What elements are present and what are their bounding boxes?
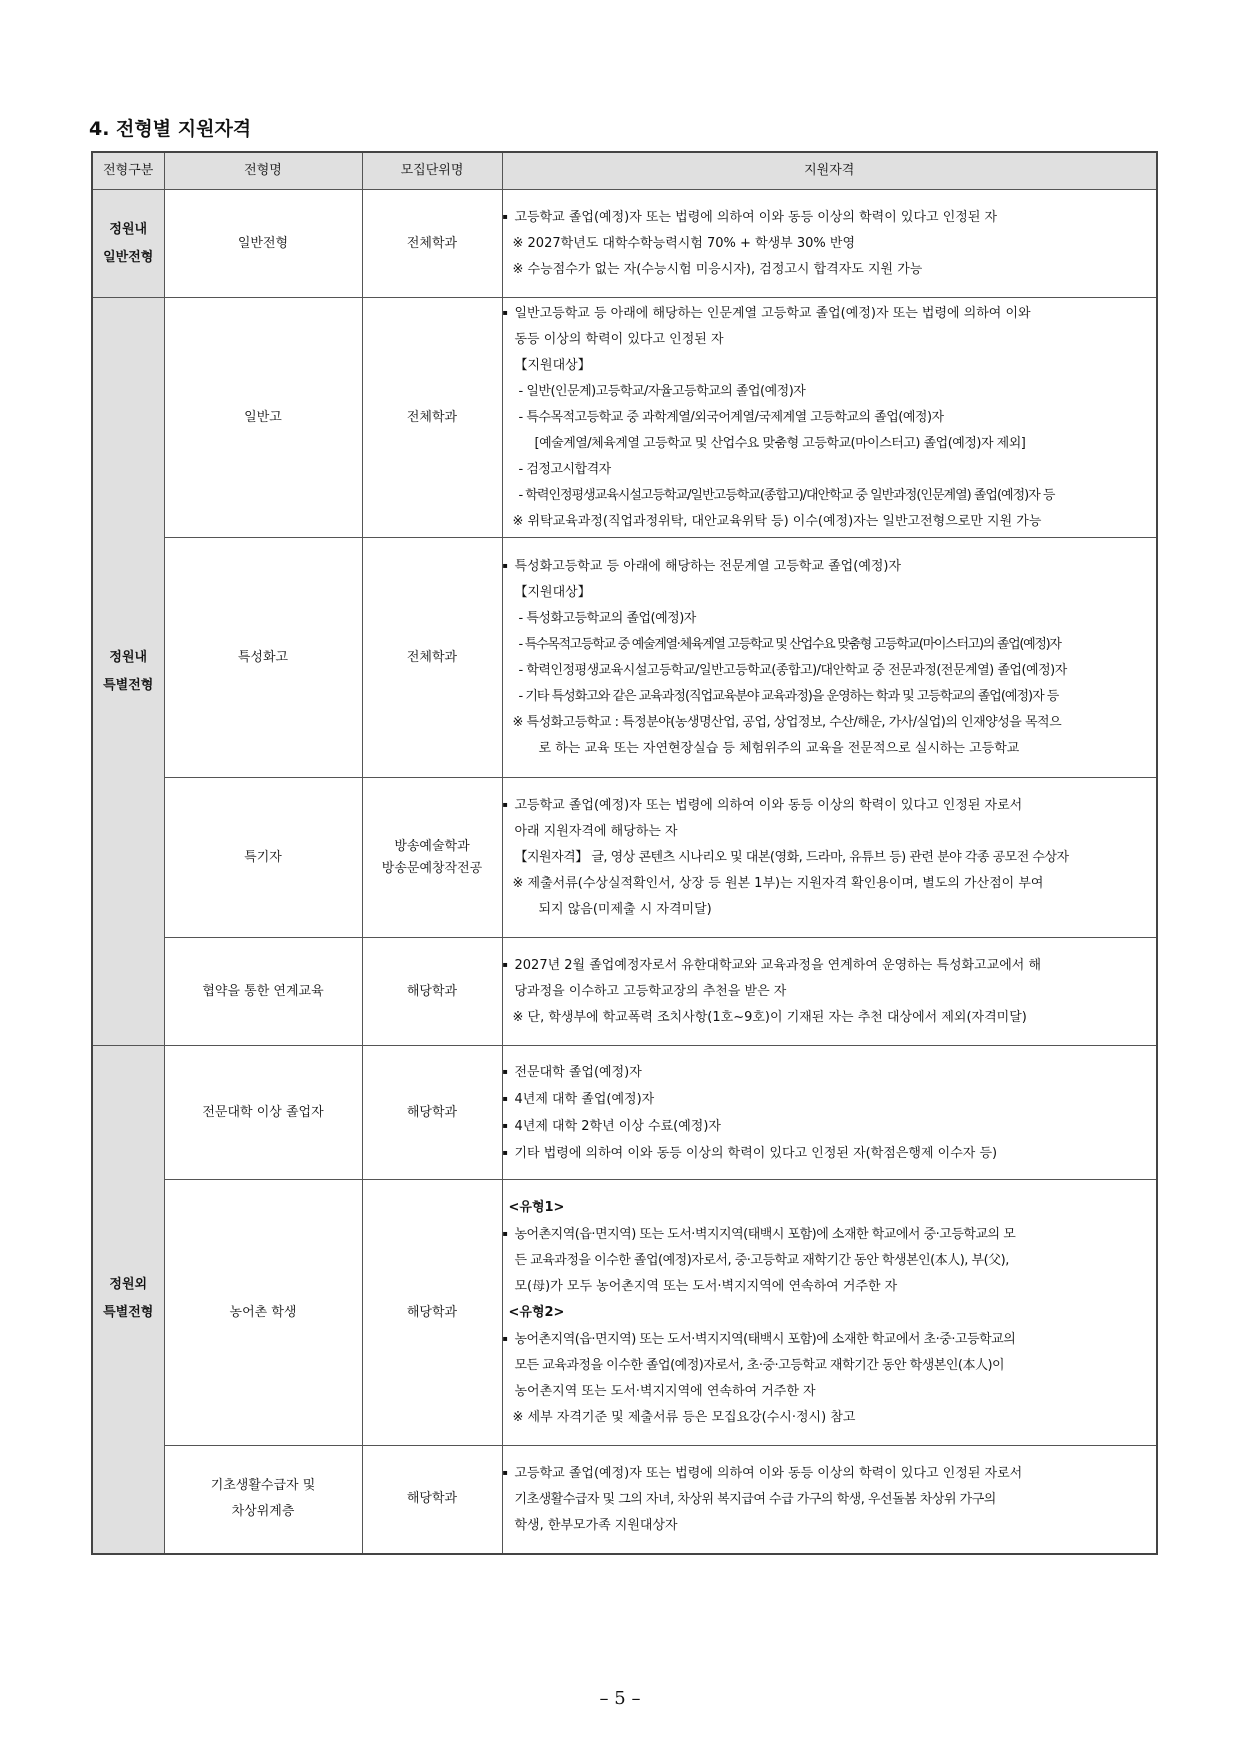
table-row [92,538,1157,778]
page-number: – 5 – [599,1688,641,1709]
table-row [92,1180,1157,1446]
table-row [92,1446,1157,1554]
table-row [92,778,1157,938]
admission-name: 일반전형 [164,190,362,298]
header-category: 전형구분 [92,152,164,190]
admission-name: 기초생활수급자 및 차상위계층 [164,1446,362,1554]
recruit-unit: 전체학과 [362,298,502,538]
recruit-unit: 해당학과 [362,1046,502,1180]
table-row [92,938,1157,1046]
recruit-unit: 방송예술학과 방송문예창작전공 [362,778,502,938]
header-unit: 모집단위명 [362,152,502,190]
admission-name: 특기자 [164,778,362,938]
header-name: 전형명 [164,152,362,190]
admission-name: 농어촌 학생 [164,1180,362,1446]
qualification-cell: ▪ 고등학교 졸업(예정)자 또는 법령에 의하여 이와 동등 이상의 학력이 있다고 인정된 자로서 기초생활수급자 및 그의 자녀, 차상위 복지급여 수급 가구의 학생, 우선돌봄 차상위 가구의 학생, 한부모가족 지원대상자 [502,1446,1157,1554]
table-header-row [92,152,1157,190]
recruit-unit: 해당학과 [362,938,502,1046]
qualification-cell: ▪ 특성화고등학교 등 아래에 해당하는 전문계열 고등학교 졸업(예정)자 【지원대상】 - 특성화고등학교의 졸업(예정)자 - 특수목적고등학교 중 예술계열·체육계열 고등학교 및 산업수요 맞춤형 고등학교(마이스터고)의 졸업(예정)자 - 학력인정평생교육시설고등학교/일반고등학교(종합고)/대안학교 중 전문과정(전문계열) 졸업(예정)자 - 기타 특성화고와 같은 교육과정(직업교육분야 교육과정)을 운영하는 학과 및 고등학교의 졸업(예정)자 등 ※ 특성화고등학교 : 특정분야(농생명산업, 공업, 상업정보, 수산/해운, 가사/실업)의 인재양성을 목적으 로 하는 교육 또는 자연현장실습 등 체험위주의 교육을 전문적으로 실시하는 고등학교 [502,538,1157,778]
table-row [92,190,1157,298]
admission-name: 전문대학 이상 졸업자 [164,1046,362,1180]
header-qualification: 지원자격 [502,152,1157,190]
eligibility-table [91,151,1158,1555]
admission-name: 협약을 통한 연계교육 [164,938,362,1046]
qualification-cell: ▪ 2027년 2월 졸업예정자로서 유한대학교와 교육과정을 연계하여 운영하는 특성화고교에서 해 당과정을 이수하고 고등학교장의 추천을 받은 자 ※ 단, 학생부에 학교폭력 조치사항(1호~9호)이 기재된 자는 추천 대상에서 제외(자격미달) [502,938,1157,1046]
table-row [92,1046,1157,1180]
section-title: 4. 전형별 지원자격 [89,118,252,140]
qualification-cell: <유형1> ▪ 농어촌지역(읍·면지역) 또는 도서·벽지지역(태백시 포함)에 소재한 학교에서 중·고등학교의 모 든 교육과정을 이수한 졸업(예정)자로서, 중·고등학교 재학기간 동안 학생본인(本人), 부(父), 모(母)가 모두 농어촌지역 또는 도서·벽지지역에 연속하여 거주한 자 <유형2> ▪ 농어촌지역(읍·면지역) 또는 도서·벽지지역(태백시 포함)에 소재한 학교에서 초·중·고등학교의 모든 교육과정을 이수한 졸업(예정)자로서, 초·중·고등학교 재학기간 동안 학생본인(本人)이 농어촌지역 또는 도서·벽지지역에 연속하여 거주한 자 ※ 세부 자격기준 및 제출서류 등은 모집요강(수시·정시) 참고 [502,1180,1157,1446]
admission-name: 특성화고 [164,538,362,778]
admission-name: 일반고 [164,298,362,538]
recruit-unit: 전체학과 [362,190,502,298]
recruit-unit: 해당학과 [362,1446,502,1554]
qualification-cell: ▪ 고등학교 졸업(예정)자 또는 법령에 의하여 이와 동등 이상의 학력이 있다고 인정된 자로서 아래 지원자격에 해당하는 자 【지원자격】 글, 영상 콘텐츠 시나리오 및 대본(영화, 드라마, 유튜브 등) 관련 분야 각종 공모전 수상자 ※ 제출서류(수상실적확인서, 상장 등 원본 1부)는 지원자격 확인용이며, 별도의 가산점이 부여 되지 않음(미제출 시 자격미달) [502,778,1157,938]
category-cell: 정원외 특별전형 [92,1046,164,1554]
category-cell: 정원내 특별전형 [92,298,164,1046]
table-row [92,298,1157,538]
qualification-cell: ▪ 일반고등학교 등 아래에 해당하는 인문계열 고등학교 졸업(예정)자 또는 법령에 의하여 이와 동등 이상의 학력이 있다고 인정된 자 【지원대상】 - 일반(인문계)고등학교/자율고등학교의 졸업(예정)자 - 특수목적고등학교 중 과학계열/외국어계열/국제계열 고등학교의 졸업(예정)자 [예술계열/체육계열 고등학교 및 산업수요 맞춤형 고등학교(마이스터고) 졸업(예정)자 제외] - 검정고시합격자 - 학력인정평생교육시설고등학교/일반고등학교(종합고)/대안학교 중 일반과정(인문계열) 졸업(예정)자 등 ※ 위탁교육과정(직업과정위탁, 대안교육위탁 등) 이수(예정)자는 일반고전형으로만 지원 가능 [502,298,1157,538]
recruit-unit: 전체학과 [362,538,502,778]
recruit-unit: 해당학과 [362,1180,502,1446]
category-cell: 정원내 일반전형 [92,190,164,298]
qualification-cell: ▪ 전문대학 졸업(예정)자 ▪ 4년제 대학 졸업(예정)자 ▪ 4년제 대학 2학년 이상 수료(예정)자 ▪ 기타 법령에 의하여 이와 동등 이상의 학력이 있다고 인정된 자(학점은행제 이수자 등) [502,1046,1157,1180]
qualification-cell: ▪ 고등학교 졸업(예정)자 또는 법령에 의하여 이와 동등 이상의 학력이 있다고 인정된 자 ※ 2027학년도 대학수학능력시험 70% + 학생부 30% 반영 ※ 수능점수가 없는 자(수능시험 미응시자), 검정고시 합격자도 지원 가능 [502,190,1157,298]
